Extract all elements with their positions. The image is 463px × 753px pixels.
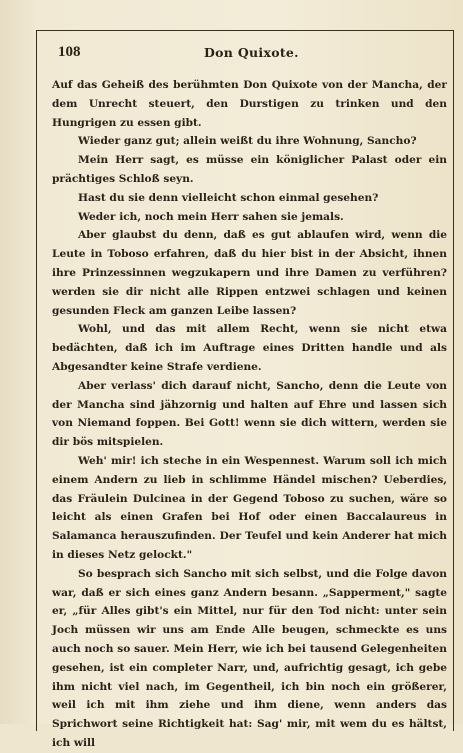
running-title: Don Quixote. [204,45,299,60]
paragraph: Mein Herr sagt, es müsse ein königlicher Palast oder ein prächtiges Schloß seyn. [52,154,447,185]
paragraph: Wohl, und das mit allem Recht, wenn sie nicht etwa bedächten, daß ich im Auftrage eines Dritten handle und als Abgesandter keine Strafe verdiene. [52,323,447,373]
paragraph: So besprach sich Sancho mit sich selbst, und die Folge davon war, daß er sich eines ganz Andern besann. „Sapperment," sagte er, „für Alles gibt's ein Mittel, nur für den Tod nicht: unter sein Joch müssen wir uns am Ende Alle beugen, schmeckte es uns auch noch so sauer. Mein Herr, wie ich bei tausend Gelegenheiten gesehen, ist ein completer Narr, und, aufrichtig gesagt, ich gebe ihm nicht viel nach, im Gegentheil, ich bin noch ein größerer, weil ich mit ihm ziehe und ihm diene, wenn anders das Sprichwort seine Richtigkeit hat: Sag' mir, mit wem du es hältst, ich will [52,567,447,749]
paragraph: Aber glaubst du denn, daß es gut ablaufen wird, wenn die Leute in Toboso erfahren, daß du hier bist in der Absicht, ihnen ihre Prinzessinnen wegzukapern und ihre Damen zu verführen? werden sie dir nicht alle Rippen entzwei schlagen und keinen gesunden Fleck am ganzen Leibe lassen? [52,229,447,317]
paragraph: Aber verlass' dich darauf nicht, Sancho, denn die Leute von der Mancha sind jähzornig und halten auf Ehre und lassen sich von Niemand foppen. Bei Gott! wenn sie dich wittern, werden sie dir bös mitspielen. [52,379,447,449]
body-text [52,76,447,753]
paragraph: Weder ich, noch mein Herr sahen sie jemals. [78,210,344,223]
page-number: 108 [58,44,81,60]
paragraph: Auf das Geheiß des berühmten Don Quixote von der Mancha, der dem Unrecht steuert, den Durstigen zu trinken und den Hungrigen zu essen gibt. [52,79,447,129]
paragraph: Weh' mir! ich steche in ein Wespennest. Warum soll ich mich einem Andern zu lieb in schlimme Händel mischen? Ueberdies, das Fräulein Dulcinea in der Gegend Toboso zu suchen, wäre so leicht als einen Grafen bei Hof oder einen Baccalaureus in Salamanca herauszufinden. Der Teufel und kein Anderer hat mich in dieses Netz gelockt." [52,454,447,561]
paragraph: Wieder ganz gut; allein weißt du ihre Wohnung, Sancho? [78,135,417,148]
page-header [58,44,444,64]
paragraph: Hast du sie denn vielleicht schon einmal gesehen? [78,191,379,204]
